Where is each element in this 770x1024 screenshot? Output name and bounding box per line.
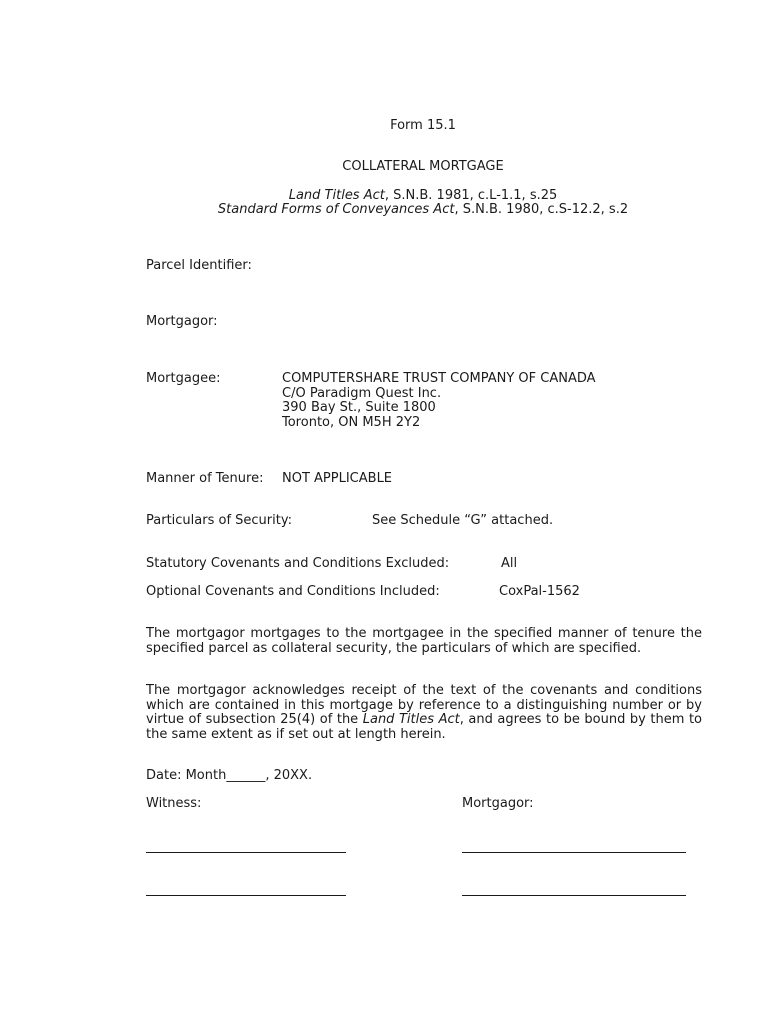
security-label: Particulars of Security: <box>146 513 292 528</box>
act-citation-2 <box>0 202 770 217</box>
optional-covenants-label: Optional Covenants and Conditions Included: <box>146 584 440 599</box>
optional-covenants-value: CoxPal-1562 <box>499 584 580 599</box>
act-citation-1-text: , S.N.B. 1981, c.L-1.1, s.25 <box>384 188 558 203</box>
act-name-1: Land Titles Act <box>288 188 385 203</box>
paragraph-acknowledgement <box>146 684 702 742</box>
witness-signature-line-2 <box>146 895 346 896</box>
mortgagor-signature-label: Mortgagor: <box>462 796 534 811</box>
paragraph-mortgage-grant: The mortgagor mortgages to the mortgagee in the specified manner of tenure the specified parcel as collateral security, the particulars of which are specified. <box>146 626 702 656</box>
mortgagee-label: Mortgagee: <box>146 371 221 386</box>
paragraph-acknowledgement-part2: , and agrees to be bound by them to the same extent as if set out at length herein. <box>146 712 702 742</box>
excluded-covenants-label: Statutory Covenants and Conditions Excluded: <box>146 556 450 571</box>
form-number: Form 15.1 <box>390 118 456 133</box>
form-title: COLLATERAL MORTGAGE <box>342 159 504 174</box>
mortgagor-label: Mortgagor: <box>146 314 218 329</box>
security-value: See Schedule “G” attached. <box>372 513 554 528</box>
witness-signature-line-1 <box>146 852 346 853</box>
witness-label: Witness: <box>146 796 202 811</box>
mortgagee-name: COMPUTERSHARE TRUST COMPANY OF CANADA <box>282 371 596 386</box>
mortgagee-city: Toronto, ON M5H 2Y2 <box>282 414 421 430</box>
tenure-label: Manner of Tenure: <box>146 471 264 486</box>
date-line: Date: Month______, 20XX. <box>146 768 313 783</box>
tenure-value: NOT APPLICABLE <box>282 471 393 486</box>
mortgagee-street: 390 Bay St., Suite 1800 <box>282 400 436 415</box>
parcel-identifier-label: Parcel Identifier: <box>146 258 252 273</box>
act-name-2: Standard Forms of Conveyances Act <box>217 202 455 217</box>
act-citation-2-text: , S.N.B. 1980, c.S-12.2, s.2 <box>454 202 629 217</box>
mortgagee-care-of: C/O Paradigm Quest Inc. <box>282 385 442 401</box>
excluded-covenants-value: All <box>501 556 518 571</box>
act-citation-1 <box>0 188 770 203</box>
paragraph-acknowledgement-part1: The mortgagor acknowledges receipt of the text of the covenants and conditions which are contained in this mortgage by reference to a distinguishing number or by virtue of subsection 25(4) of the <box>146 683 702 727</box>
paragraph-act-name: Land Titles Act <box>362 712 460 727</box>
mortgagor-signature-line-1 <box>462 852 686 853</box>
mortgagor-signature-line-2 <box>462 895 686 896</box>
